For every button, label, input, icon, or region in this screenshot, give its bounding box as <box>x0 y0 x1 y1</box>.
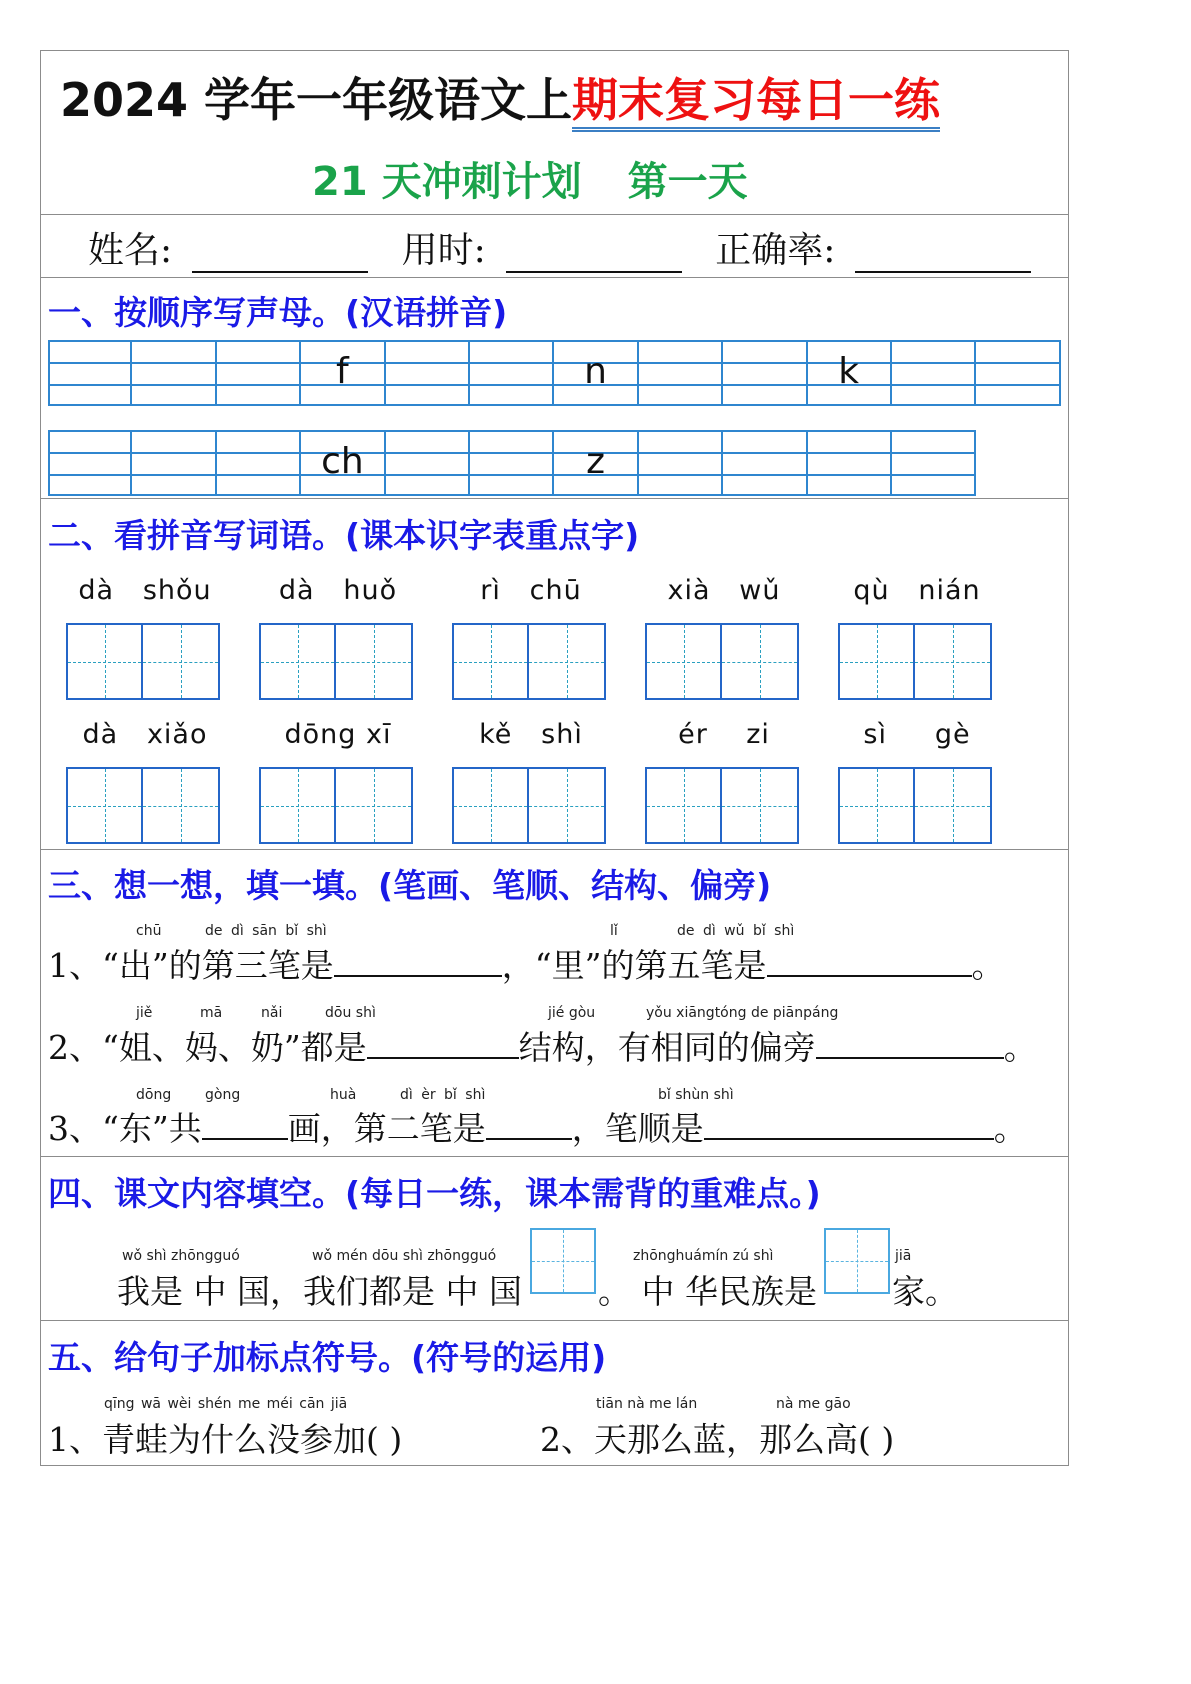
tian-cell[interactable] <box>143 623 220 700</box>
pinyin-annotation: mā <box>200 1005 223 1021</box>
pinyin-annotation: dì èr bǐ shì <box>400 1087 486 1103</box>
pinyin-word: sì gè <box>863 719 971 750</box>
grid-cell[interactable] <box>639 340 723 406</box>
grid-cell[interactable] <box>132 430 216 496</box>
grid-cell[interactable] <box>48 340 132 406</box>
given-initial: f <box>336 351 349 392</box>
pinyin-annotation: huà <box>330 1087 357 1103</box>
given-initial: k <box>838 351 860 392</box>
grid-cell[interactable] <box>808 430 892 496</box>
answer-blank[interactable] <box>202 1108 288 1140</box>
section-3-heading: 三、想一想，填一填。(笔画、笔顺、结构、偏旁) <box>48 866 772 905</box>
question-1: 1、“出”的第三笔是 ，“里”的第五笔是 。 <box>48 946 1005 985</box>
section-5-heading: 五、给句子加标点符号。(符号的运用) <box>48 1338 607 1377</box>
grid-cell[interactable] <box>723 430 807 496</box>
tian-box-pair <box>838 623 992 700</box>
grid-cell <box>808 340 892 406</box>
grid-cell <box>301 430 385 496</box>
tian-cell[interactable] <box>529 767 606 844</box>
tian-cell[interactable] <box>915 623 992 700</box>
tian-cell[interactable] <box>529 623 606 700</box>
grid-cell[interactable] <box>48 430 132 496</box>
name-label: 姓名: <box>88 230 173 271</box>
pinyin-annotation: wǒ mén dōu shì zhōngguó <box>312 1248 497 1264</box>
answer-blank[interactable] <box>816 1027 1004 1059</box>
title-main: 2024 学年一年级语文上 <box>60 73 573 127</box>
accuracy-label: 正确率: <box>715 230 836 271</box>
grid-cell[interactable] <box>132 340 216 406</box>
divider <box>40 214 1069 215</box>
grid-cell[interactable] <box>470 340 554 406</box>
given-initial: z <box>586 441 605 482</box>
answer-tian-box[interactable] <box>824 1228 890 1294</box>
pinyin-annotation: qīng wā wèi shén me méi cān jiā <box>104 1396 348 1412</box>
grid-cell[interactable] <box>976 340 1060 406</box>
pinyin-annotation: gòng <box>205 1087 241 1103</box>
tian-box-pair <box>645 767 799 844</box>
pinyin-annotation: jiě <box>136 1005 153 1021</box>
question-3: 3、“东”共 画，第二笔是 ，笔顺是 。 <box>48 1109 1027 1148</box>
tian-cell[interactable] <box>259 767 336 844</box>
pinyin-annotation: jié gòu <box>548 1005 596 1021</box>
answer-blank[interactable] <box>704 1108 994 1140</box>
tian-cell[interactable] <box>66 767 143 844</box>
pinyin-word: dà shǒu <box>78 575 212 606</box>
pinyin-annotation: dōu shì <box>325 1005 376 1021</box>
punctuation-sentence-1[interactable]: 1、青蛙为什么没参加( ) <box>48 1420 403 1459</box>
answer-blank[interactable] <box>767 945 972 977</box>
accuracy-field[interactable] <box>855 237 1031 273</box>
name-field[interactable] <box>192 237 368 273</box>
tian-cell[interactable] <box>645 767 722 844</box>
grid-cell <box>554 430 638 496</box>
grid-cell[interactable] <box>892 430 976 496</box>
pinyin-annotation: jiā <box>895 1248 912 1264</box>
answer-blank[interactable] <box>334 945 502 977</box>
tian-box-pair <box>452 767 606 844</box>
recitation-text-3: 家。 <box>892 1272 958 1311</box>
pinyin-word: dōng xī <box>284 719 392 750</box>
grid-cell[interactable] <box>386 430 470 496</box>
pinyin-word: rì chū <box>480 575 582 606</box>
section-2-heading: 二、看拼音写词语。(课本识字表重点字) <box>48 516 640 555</box>
tian-box-pair <box>66 767 220 844</box>
divider <box>40 849 1069 850</box>
divider <box>40 1156 1069 1157</box>
tian-box-pair <box>452 623 606 700</box>
tian-cell[interactable] <box>452 623 529 700</box>
pinyin-word: xià wǔ <box>667 575 781 606</box>
grid-cell[interactable] <box>723 340 807 406</box>
grid-cell[interactable] <box>892 340 976 406</box>
tian-cell[interactable] <box>838 623 915 700</box>
answer-blank[interactable] <box>486 1108 572 1140</box>
recitation-text-1: 我是 中 国，我们都是 中 国 <box>117 1272 522 1311</box>
pinyin-word: ér zi <box>678 719 770 750</box>
tian-cell[interactable] <box>336 623 413 700</box>
grid-cell[interactable] <box>217 340 301 406</box>
initials-grid-row-2 <box>48 430 976 496</box>
grid-cell[interactable] <box>386 340 470 406</box>
pinyin-annotation: dōng <box>136 1087 172 1103</box>
plan-subtitle <box>312 150 748 207</box>
pinyin-annotation: de dì wǔ bǐ shì <box>677 923 795 939</box>
day-label: 第一天 <box>627 159 748 205</box>
plan-label: 21 天冲刺计划 <box>312 159 582 205</box>
question-2: 2、“姐、妈、奶”都是 结构，有相同的偏旁 。 <box>48 1028 1037 1067</box>
worksheet-title <box>60 64 940 130</box>
answer-tian-box[interactable] <box>530 1228 596 1294</box>
pinyin-annotation: chū <box>136 923 162 939</box>
pinyin-word: kě shì <box>479 719 583 750</box>
given-initial: ch <box>321 441 364 482</box>
pinyin-word: dà huǒ <box>278 575 398 606</box>
grid-cell[interactable] <box>470 430 554 496</box>
tian-box-pair <box>645 623 799 700</box>
tian-cell[interactable] <box>336 767 413 844</box>
divider <box>40 277 1069 278</box>
tian-cell[interactable] <box>838 767 915 844</box>
answer-blank[interactable] <box>367 1027 519 1059</box>
pinyin-annotation: yǒu xiāngtóng de piānpáng <box>646 1005 839 1021</box>
pinyin-word: qù nián <box>853 575 981 606</box>
pinyin-annotation: nà me gāo <box>776 1396 851 1412</box>
initials-grid-row-1 <box>48 340 1061 406</box>
tian-box-pair <box>259 767 413 844</box>
pinyin-annotation: tiān nà me lán <box>596 1396 698 1412</box>
time-field[interactable] <box>506 237 682 273</box>
pinyin-annotation: wǒ shì zhōngguó <box>122 1248 240 1264</box>
divider <box>40 498 1069 499</box>
tian-cell[interactable] <box>452 767 529 844</box>
tian-cell[interactable] <box>645 623 722 700</box>
grid-cell <box>554 340 638 406</box>
pinyin-word: dà xiǎo <box>82 719 208 750</box>
time-label: 用时: <box>401 230 486 271</box>
pinyin-annotation: de dì sān bǐ shì <box>205 923 327 939</box>
student-info-row <box>88 222 1031 273</box>
tian-cell[interactable] <box>143 767 220 844</box>
title-highlight: 期末复习每日一练 <box>572 73 940 132</box>
given-initial: n <box>584 351 607 392</box>
section-4-heading: 四、课文内容填空。(每日一练，课本需背的重难点。) <box>48 1174 821 1213</box>
tian-cell[interactable] <box>66 623 143 700</box>
divider <box>40 1320 1069 1321</box>
grid-cell <box>301 340 385 406</box>
tian-cell[interactable] <box>722 623 799 700</box>
pinyin-annotation: zhōnghuámín zú shì <box>633 1248 774 1264</box>
pinyin-annotation: lǐ <box>610 923 618 939</box>
grid-cell[interactable] <box>217 430 301 496</box>
tian-cell[interactable] <box>722 767 799 844</box>
recitation-text-2: 。 中 华民族是 <box>598 1272 817 1311</box>
punctuation-sentence-2[interactable]: 2、天那么蓝，那么高( ) <box>540 1420 895 1459</box>
pinyin-annotation: bǐ shùn shì <box>658 1087 734 1103</box>
tian-box-pair <box>66 623 220 700</box>
tian-box-pair <box>259 623 413 700</box>
section-1-heading: 一、按顺序写声母。(汉语拼音) <box>48 293 508 332</box>
tian-cell[interactable] <box>259 623 336 700</box>
grid-cell[interactable] <box>639 430 723 496</box>
tian-box-pair <box>838 767 992 844</box>
pinyin-annotation: nǎi <box>261 1005 283 1021</box>
tian-cell[interactable] <box>915 767 992 844</box>
